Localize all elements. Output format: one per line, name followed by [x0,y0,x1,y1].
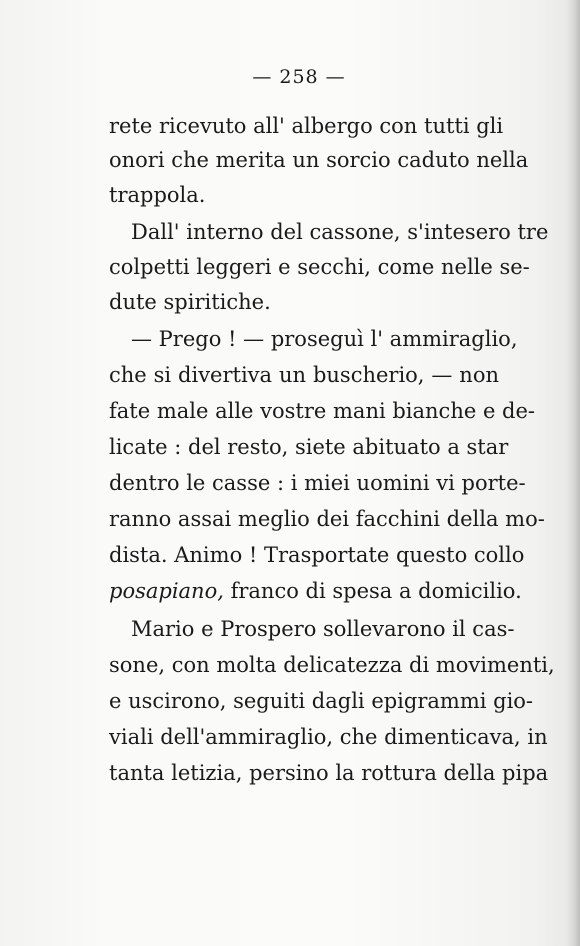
text-line-9: fate male alle vostre mani bianche e de- [109,399,536,423]
page-edge-shadow [566,0,580,946]
text-line-11: dentro le casse : i miei uomini vi porte- [109,471,526,495]
text-line-13: dista. Animo ! Trasportate questo collo [109,543,525,567]
text-line-1: rete ricevuto all' albergo con tutti gli [109,114,504,138]
text-line-8: che si divertiva un buscherio, — non [109,363,499,387]
text-line-14 [109,577,522,605]
page-number: — 258 — [252,66,346,88]
text-line-7: — Prego ! — proseguì l' ammiraglio, [131,327,518,351]
text-line-15: Mario e Prospero sollevarono il cas- [131,617,515,641]
text-line-19: tanta letizia, persino la rottura della pipa [109,761,549,785]
text-line-2: onori che merita un sorcio caduto nella [109,148,529,172]
text-line-6: dute spiritiche. [109,290,271,314]
text-line-14-rest: franco di spesa a domicilio. [230,579,522,603]
text-line-16: sone, con molta delicatezza di movimenti, [109,653,555,677]
italic-word: posapiano, [109,579,224,603]
text-line-18: viali dell'ammiraglio, che dimenticava, in [109,725,548,749]
text-line-4: Dall' interno del cassone, s'intesero tre [131,220,549,244]
text-line-17: e uscirono, seguiti dagli epigrammi gio- [109,689,534,713]
text-line-12: ranno assai meglio dei facchini della mo- [109,507,545,531]
text-line-3: trappola. [109,183,206,207]
text-line-10: licate : del resto, siete abituato a star [109,435,509,459]
text-line-5: colpetti leggeri e secchi, come nelle se- [109,255,530,279]
